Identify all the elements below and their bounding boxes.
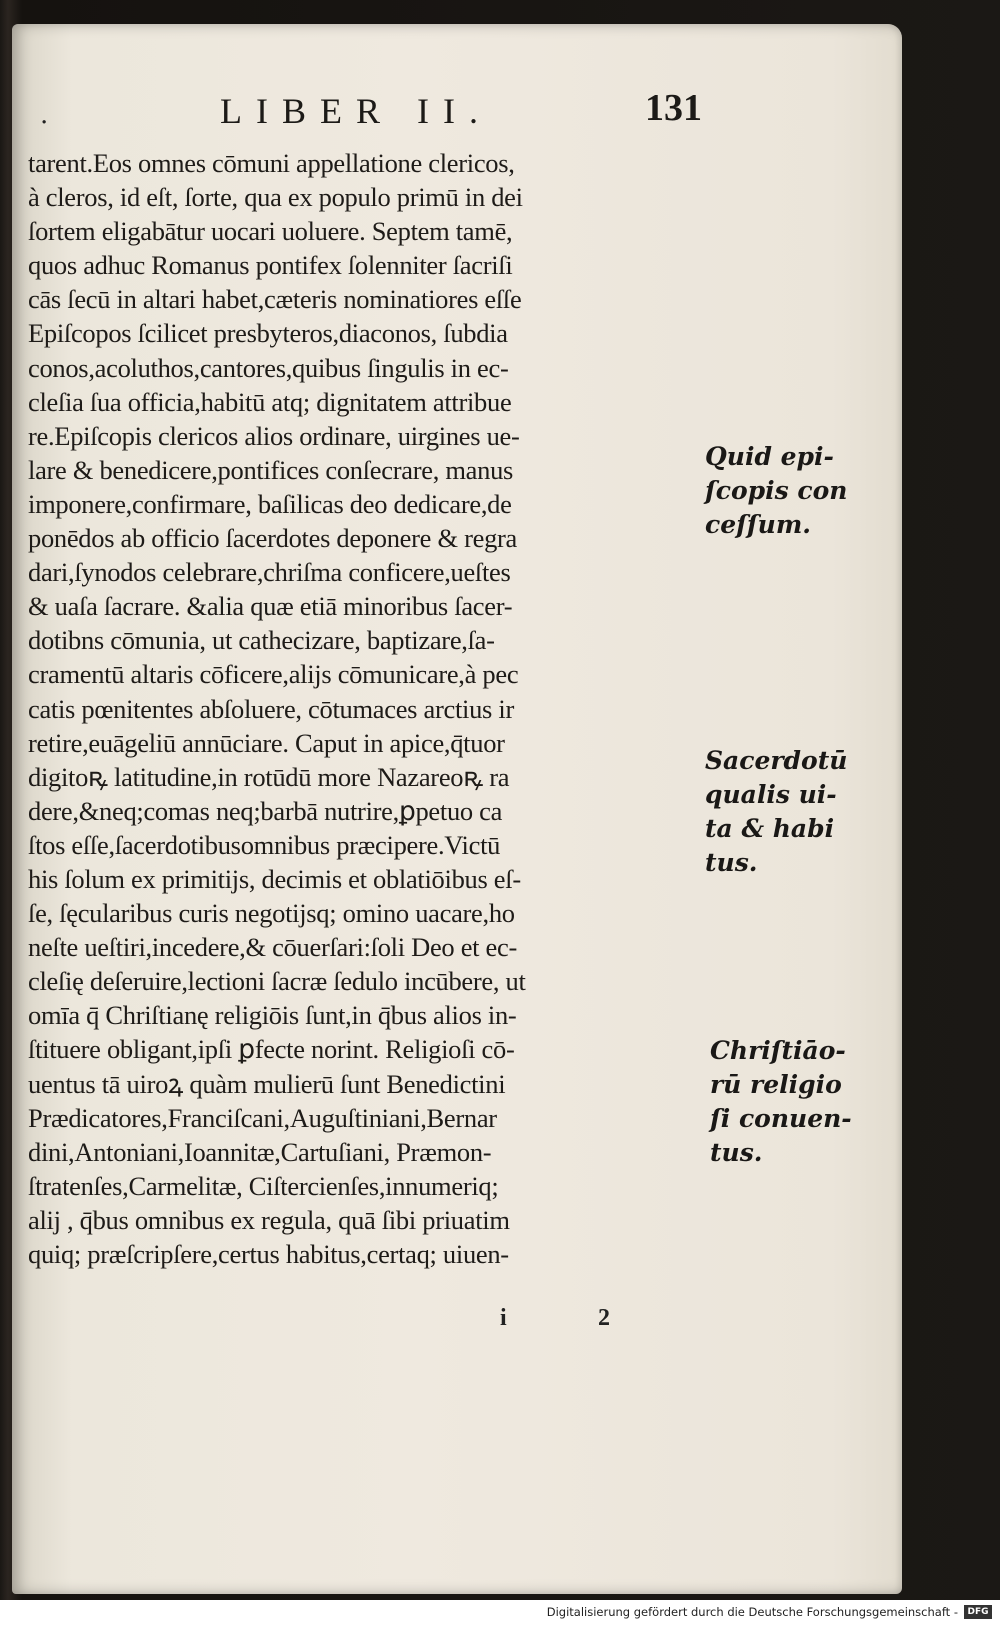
footer-bar (0, 1600, 1000, 1626)
text-line: re.Epiſcopis clericos alios ordinare, uirgines ue- (28, 420, 520, 451)
text-line: dini,Antoniani,Ioannitæ,Cartuſiani, Præmon- (28, 1136, 492, 1167)
text-line: dere,&neq;comas neq;barbā nutrire,ꝑpetuo ca (28, 795, 503, 826)
text-line: ſtratenſes,Carmelitæ, Ciſtercienſes,innumeriq; (28, 1170, 499, 1201)
text-line: catis pœnitentes abſoluere, cōtumaces arctius ir (28, 693, 514, 724)
text-line: à cleros, id eſt, ſorte, qua ex populo primū in dei (28, 182, 523, 213)
text-line: Epiſcopos ſcilicet presbyteros,diaconos, ſubdia (28, 318, 508, 349)
text-line: ſtituere obligant,ipſi ꝑfecte norint. Religioſi cō- (28, 1034, 515, 1065)
marginal-note-line: ta & habi (705, 814, 835, 843)
main-text-block (28, 146, 708, 1271)
marginal-note-line: tus. (705, 848, 758, 877)
marginal-note-line: qualis ui- (705, 780, 837, 809)
text-line: cleſię deſeruire,lectioni ſacræ ſedulo incūbere, ut (28, 966, 526, 997)
text-line: ſe, ſęcularibus curis negotijsq; omino uacare,ho (28, 898, 515, 929)
text-line: ſortem eligabātur uocari uoluere. Septem tamē, (28, 216, 513, 247)
text-line: alij , q̄bus omnibus ex regula, quā ſibi priuatim (28, 1204, 510, 1235)
text-line: Prædicatores,Franciſcani,Auguſtiniani,Bernar (28, 1102, 497, 1133)
text-line: quos adhuc Romanus pontifex ſolenniter ſacriſi (28, 250, 513, 281)
text-line: imponere,confirmare, baſilicas deo dedicare,de (28, 488, 512, 519)
marginal-note-line: ſcopis con (705, 476, 848, 505)
text-line: omīa q̄ Chriſtianę religiōis ſunt,in q̄bus alios in- (28, 1000, 517, 1031)
text-line: ponēdos ab officio ſacerdotes deponere & regra (28, 523, 518, 554)
text-line: conos,acoluthos,cantores,quibus ſingulis in ec- (28, 352, 509, 383)
text-line: neſte ueſtiri,incedere,& cōuerſari:ſoli Deo et ec- (28, 932, 517, 963)
page-number: 131 (645, 87, 702, 129)
marginal-note-priests (705, 744, 847, 880)
text-line: his ſolum ex primitijs, decimis et oblatiōibus eſ- (28, 863, 521, 894)
marginal-note-line: tus. (710, 1138, 763, 1167)
text-line: cleſia ſua officia,habitū atq; dignitatem attribue (28, 386, 512, 417)
marginal-note-line: Sacerdotū (705, 746, 848, 775)
marginal-note-bishops (705, 440, 847, 542)
marginal-note-line: ceſſum. (705, 510, 811, 539)
dfg-logo-icon: DFG (964, 1605, 992, 1619)
text-line: cramentū altaris cōficere,alijs cōmunicare,à pec (28, 659, 519, 690)
text-line: uentus tā uiroꝝ quàm mulierū ſunt Benedictini (28, 1068, 506, 1099)
marginal-note-line: Chriſtiāo- (710, 1036, 846, 1065)
marginal-note-line: ſi conuen- (710, 1104, 852, 1133)
marginal-note-line: Quid epi- (705, 442, 834, 471)
funding-credit: Digitalisierung gefördert durch die Deutsche Forschungsgemeinschaft - (546, 1605, 958, 1619)
text-line: retire,euāgeliū annūciare. Caput in apice,q̄tuor (28, 727, 505, 758)
signature-number: 2 (598, 1305, 610, 1331)
running-title: LIBER II. (220, 91, 492, 131)
text-line: & uaſa ſacrare. &alia quæ etiā minoribus ſacer- (28, 591, 513, 622)
marginal-note-line: rū religio (710, 1070, 842, 1099)
page-mark: . (40, 100, 49, 130)
text-line: cās ſecū in altari habet,cæteris nominatiores eſſe (28, 284, 522, 315)
text-line: ſtos eſſe,ſacerdotibusomnibus præcipere.Victū (28, 829, 501, 860)
text-line: dotibns cōmunia, ut cathecizare, baptizare,ſa- (28, 625, 495, 656)
text-line: quiq; præſcripſere,certus habitus,certaq; uiuen- (28, 1239, 509, 1269)
text-line: tarent.Eos omnes cōmuni appellatione clericos, (28, 148, 515, 178)
text-line: digitoꝶ latitudine,in rotūdū more Nazareoꝶ ra (28, 761, 510, 792)
text-line: lare & benedicere,pontifices conſecrare, manus (28, 454, 514, 485)
text-line: dari,ſynodos celebrare,chriſma conficere,ueſtes (28, 557, 511, 588)
marginal-note-religious-orders (710, 1034, 852, 1170)
signature-mark: i (500, 1305, 507, 1331)
